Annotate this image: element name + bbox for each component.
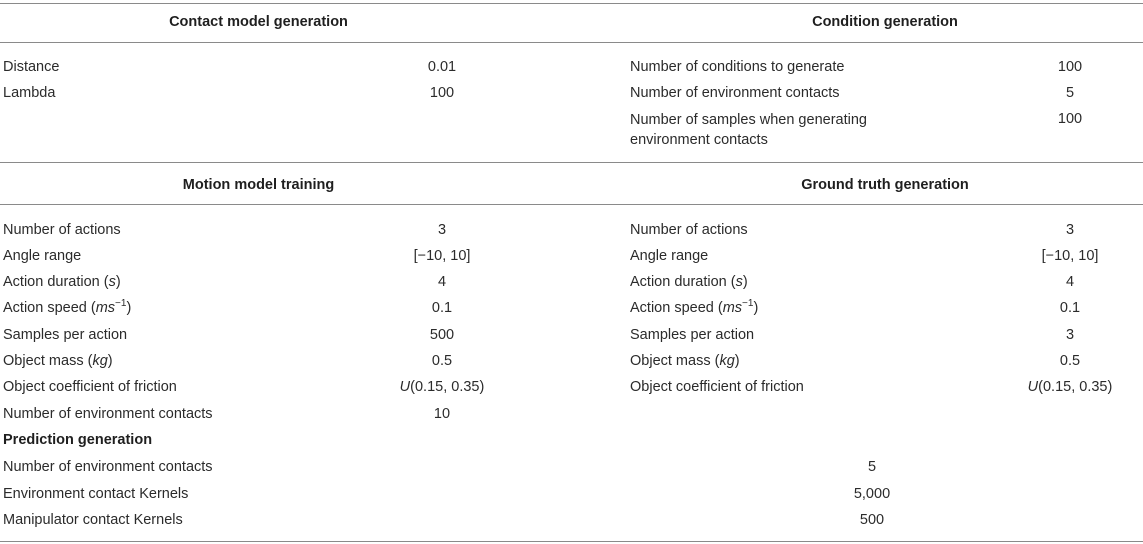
table-row-label: Action duration (s)	[3, 274, 121, 290]
table-row-value: U(0.15, 0.35)	[399, 379, 485, 395]
table-row-value: [−10, 10]	[413, 248, 471, 264]
table-row-label: Number of conditions to generate	[630, 59, 845, 75]
table-row-label: Object mass (kg)	[630, 353, 740, 369]
table-row-label: Number of environment contacts	[3, 459, 213, 475]
table-row-value: 5,000	[853, 486, 891, 502]
table-row-label: Manipulator contact Kernels	[3, 512, 183, 528]
table-row-label: Environment contact Kernels	[3, 486, 189, 502]
table-row-value: 100	[1057, 111, 1083, 127]
motion-model-header: Motion model training	[182, 177, 335, 193]
table-row-label: Angle range	[3, 248, 82, 264]
table-row-value: 500	[429, 327, 455, 343]
table-row-label: Number of environment contacts	[3, 406, 213, 422]
table-row-label: Action speed $(ms^{-1})$	[630, 298, 759, 316]
table-row-value: 5	[867, 459, 877, 475]
table-row-value: 500	[859, 512, 885, 528]
table-row-value: 10	[433, 406, 451, 422]
condition-header: Condition generation	[812, 14, 958, 30]
table-row-value: 4	[1065, 274, 1075, 290]
table-row-value: 5	[1065, 85, 1075, 101]
table-row-value: 3	[1065, 222, 1075, 238]
prediction-header: Prediction generation	[3, 432, 153, 448]
table-row-label: Object mass (kg)	[3, 353, 113, 369]
table-row-value: 0.1	[1059, 300, 1081, 316]
table-row-label: Object coefficient of friction	[3, 379, 177, 395]
table-row-label: Number of environment contacts	[630, 85, 840, 101]
contact-model-header: Contact model generation	[169, 14, 348, 30]
table-row-label: Samples per action	[3, 327, 128, 343]
table-row-value: 0.5	[1059, 353, 1081, 369]
header-rule-2	[0, 204, 1143, 205]
ground-truth-header: Ground truth generation	[801, 177, 969, 193]
section-rule	[0, 162, 1143, 163]
table-row-label: Lambda	[3, 85, 56, 101]
table-row-value: 100	[1057, 59, 1083, 75]
table-row-value: 3	[437, 222, 447, 238]
table-row-label: Angle range	[630, 248, 709, 264]
bottom-rule	[0, 541, 1143, 542]
top-rule	[0, 3, 1143, 4]
table-row-value: 100	[429, 85, 455, 101]
table-row-value: 4	[437, 274, 447, 290]
table-row-value: U(0.15, 0.35)	[1027, 379, 1113, 395]
header-rule-1	[0, 42, 1143, 43]
table-row-value: [−10, 10]	[1041, 248, 1099, 264]
table-row-value: 0.5	[431, 353, 453, 369]
table-row-label: Number of actions	[3, 222, 121, 238]
table-row-label: Number of samples when generating environment contacts	[630, 112, 867, 148]
table-row-value: 3	[1065, 327, 1075, 343]
table-row-label: Action speed $(ms^{-1})$	[3, 298, 132, 316]
table-row-value: 0.01	[427, 59, 457, 75]
table-row-label: Samples per action	[630, 327, 755, 343]
table-row-label: Object coefficient of friction	[630, 379, 804, 395]
table-row-label: Number of actions	[630, 222, 748, 238]
table-row-label: Action duration (s)	[630, 274, 748, 290]
table-row-label: Distance	[3, 59, 60, 75]
table-row-value: 0.1	[431, 300, 453, 316]
